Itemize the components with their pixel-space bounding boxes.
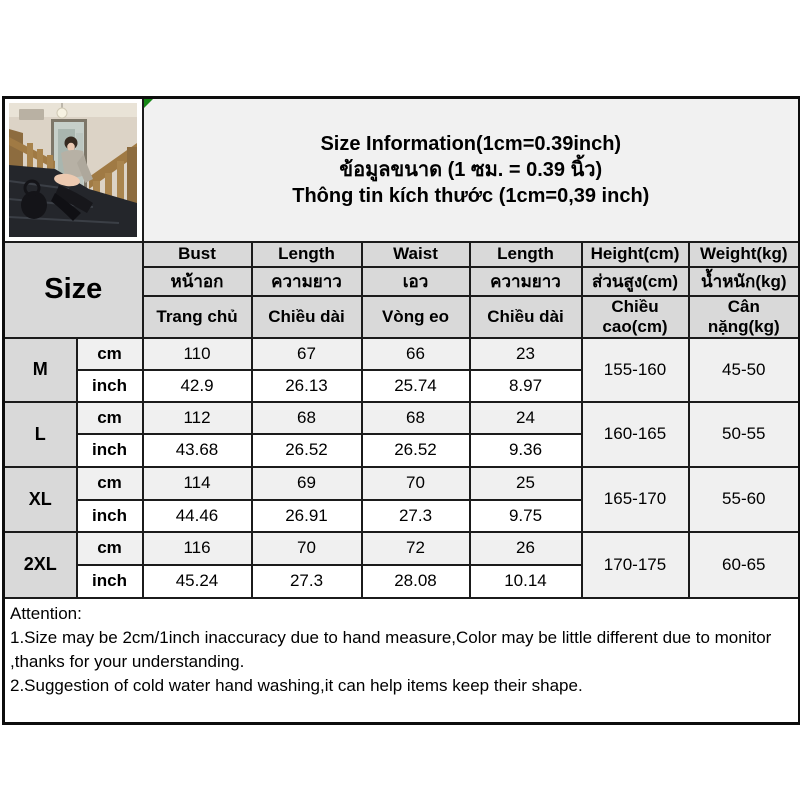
xl-waist-inch: 27.3: [362, 500, 470, 532]
2xl-length-inch: 27.3: [252, 565, 362, 598]
2xl-bust-inch: 45.24: [143, 565, 252, 598]
size-table: [2, 96, 800, 725]
col-header-waist-th: เอว: [362, 267, 470, 296]
unit-cm: cm: [77, 402, 143, 434]
2xl-length2-cm: 26: [470, 532, 582, 565]
title-vietnamese: Thông tin kích thước (1cm=0,39 inch): [292, 184, 650, 207]
m-bust-inch: 42.9: [143, 370, 252, 402]
l-length-inch: 26.52: [252, 434, 362, 467]
m-waist-inch: 25.74: [362, 370, 470, 402]
l-length2-cm: 24: [470, 402, 582, 434]
m-height-range: 155-160: [582, 338, 689, 402]
size-label-xl: XL: [4, 467, 77, 532]
l-waist-inch: 26.52: [362, 434, 470, 467]
product-photo: [9, 103, 137, 237]
attention-line-2: 2.Suggestion of cold water hand washing,it can help items keep their shape.: [10, 675, 583, 695]
col-header-length2-th: ความยาว: [470, 267, 582, 296]
l-weight-range: 50-55: [689, 402, 800, 467]
unit-cm: cm: [77, 532, 143, 565]
col-header-weight-vi: Cân nặng(kg): [689, 296, 800, 338]
size-corner-header: Size: [4, 242, 143, 338]
col-header-length2-vi: Chiều dài: [470, 296, 582, 338]
xl-bust-inch: 44.46: [143, 500, 252, 532]
2xl-waist-cm: 72: [362, 532, 470, 565]
m-length-inch: 26.13: [252, 370, 362, 402]
l-bust-inch: 43.68: [143, 434, 252, 467]
title-english: Size Information(1cm=0.39inch): [320, 132, 622, 155]
col-header-weight-en: Weight(kg): [689, 242, 800, 267]
l-height-range: 160-165: [582, 402, 689, 467]
col-header-height-th: ส่วนสูง(cm): [582, 267, 689, 296]
xl-waist-cm: 70: [362, 467, 470, 500]
xl-height-range: 165-170: [582, 467, 689, 532]
2xl-length-cm: 70: [252, 532, 362, 565]
m-weight-range: 45-50: [689, 338, 800, 402]
attention-heading: Attention:: [10, 603, 82, 623]
title-thai: ข้อมูลขนาด (1 ซม. = 0.39 นิ้ว): [339, 158, 603, 181]
product-photo-cell: [4, 98, 143, 242]
m-length2-cm: 23: [470, 338, 582, 370]
attention-note: [4, 598, 800, 724]
2xl-waist-inch: 28.08: [362, 565, 470, 598]
col-header-waist-en: Waist: [362, 242, 470, 267]
unit-cm: cm: [77, 467, 143, 500]
col-header-height-vi: Chiều cao(cm): [582, 296, 689, 338]
col-header-length-th: ความยาว: [252, 267, 362, 296]
xl-length2-cm: 25: [470, 467, 582, 500]
col-header-weight-th: น้ำหนัก(kg): [689, 267, 800, 296]
l-length2-inch: 9.36: [470, 434, 582, 467]
m-bust-cm: 110: [143, 338, 252, 370]
m-waist-cm: 66: [362, 338, 470, 370]
attention-line-1: 1.Size may be 2cm/1inch inaccuracy due to hand measure,Color may be little different due to monitor ,thanks for your understanding.: [10, 627, 772, 671]
unit-inch: inch: [77, 370, 143, 402]
unit-inch: inch: [77, 500, 143, 532]
unit-inch: inch: [77, 565, 143, 598]
unit-inch: inch: [77, 434, 143, 467]
col-header-length-en: Length: [252, 242, 362, 267]
2xl-height-range: 170-175: [582, 532, 689, 598]
col-header-height-en: Height(cm): [582, 242, 689, 267]
xl-length-inch: 26.91: [252, 500, 362, 532]
xl-bust-cm: 114: [143, 467, 252, 500]
xl-weight-range: 55-60: [689, 467, 800, 532]
xl-length-cm: 69: [252, 467, 362, 500]
2xl-bust-cm: 116: [143, 532, 252, 565]
size-label-l: L: [4, 402, 77, 467]
size-label-2xl: 2XL: [4, 532, 77, 598]
xl-length2-inch: 9.75: [470, 500, 582, 532]
size-label-m: M: [4, 338, 77, 402]
col-header-length-vi: Chiều dài: [252, 296, 362, 338]
unit-cm: cm: [77, 338, 143, 370]
m-length2-inch: 8.97: [470, 370, 582, 402]
col-header-bust-en: Bust: [143, 242, 252, 267]
cell-error-indicator-icon: [144, 99, 153, 108]
m-length-cm: 67: [252, 338, 362, 370]
l-waist-cm: 68: [362, 402, 470, 434]
col-header-bust-vi: Trang chủ: [143, 296, 252, 338]
l-bust-cm: 112: [143, 402, 252, 434]
col-header-bust-th: หน้าอก: [143, 267, 252, 296]
2xl-weight-range: 60-65: [689, 532, 800, 598]
col-header-waist-vi: Vòng eo: [362, 296, 470, 338]
col-header-length2-en: Length: [470, 242, 582, 267]
2xl-length2-inch: 10.14: [470, 565, 582, 598]
l-length-cm: 68: [252, 402, 362, 434]
title-cell: [143, 98, 800, 242]
